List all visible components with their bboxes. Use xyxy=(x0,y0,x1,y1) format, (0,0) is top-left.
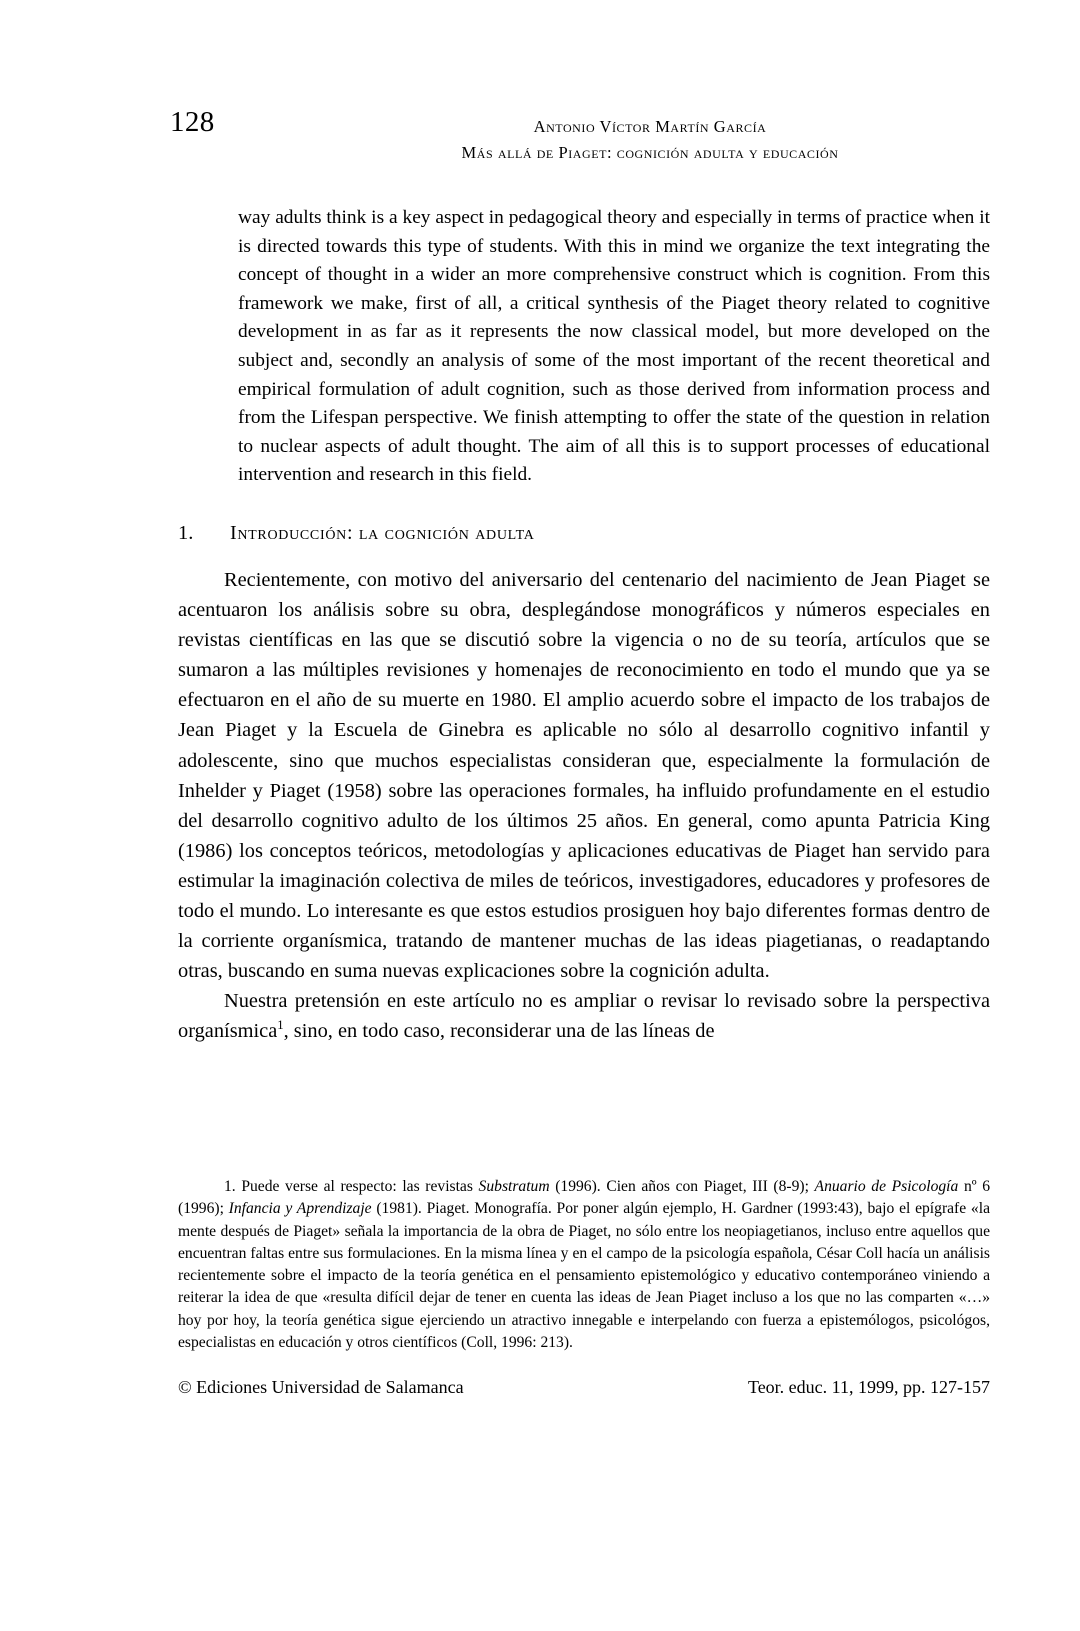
running-head-author: Antonio Víctor Martín García xyxy=(533,117,767,136)
body-paragraph-2-part-1: Nuestra pretensión en este artículo no es ampliar o revisar lo revisado sobre la perspectiva organísmica xyxy=(178,990,990,1043)
footnote-italic-anuario: Anuario de Psicología xyxy=(814,1178,959,1195)
body-paragraph-2 xyxy=(178,986,990,1046)
footnote-block xyxy=(178,1176,990,1354)
footnote-segment-2: (1996). Cien años con Piaget, III (8-9); xyxy=(549,1178,815,1195)
section-heading xyxy=(178,519,990,548)
footnote-italic-infancia: Infancia y Aprendizaje xyxy=(228,1200,372,1218)
footnote-italic-substratum: Substratum xyxy=(478,1178,550,1195)
running-head xyxy=(0,108,1080,170)
page-number: 128 xyxy=(170,106,215,138)
footnote-segment-4: (1981). Piaget. Monografía. Por poner algún ejemplo, H. Gardner (1993:43), bajo el epígrafe «la mente después de Piaget» señala la importancia de la obra de Piaget, no sólo entre los neopiagetianos, incluso entre aquellos que encuentran faltas entre sus formulaciones. En la misma línea y en el campo de la psicología española, César Coll hacía un análisis recientemente sobre el impacto de la teoría genética en el pensamiento epistemológico y educativo contemporáneo viniendo a reiterar la idea de que «resulta difícil dejar de tener en cuenta las ideas de Jean Piaget incluso a los que no las comparten «…» hoy por hoy, la teoría genética sigue ejerciendo un atractivo innegable e interpelando con fuerza a epistemólogos, psicológos, especialistas en educación y otros científicos (Coll, 1996: 213). xyxy=(178,1200,990,1352)
section-title: Introducción: la cognición adulta xyxy=(230,522,535,544)
footnote-segment-1: Puede verse al respecto: las revistas xyxy=(235,1178,479,1195)
publisher-credit: © Ediciones Universidad de Salamanca xyxy=(178,1377,464,1397)
footnote-1 xyxy=(178,1176,990,1354)
body-paragraph-2-part-2: , sino, en todo caso, reconsiderar una de las líneas de xyxy=(283,1020,715,1043)
journal-citation: Teor. educ. 11, 1999, pp. 127-157 xyxy=(747,1377,990,1397)
footnote-reference-marker: 1 xyxy=(277,1018,284,1033)
running-head-title: Más allá de Piaget: cognición adulta y educación xyxy=(461,142,839,162)
page-footer xyxy=(178,1375,990,1400)
footnote-number: 1. xyxy=(224,1178,236,1195)
body-paragraph-1: Recientemente, con motivo del aniversario del centenario del nacimiento de Jean Piaget se acentuaron los análisis sobre su obra, desplegándose monográficos y números especiales en revistas científicas en las que se discutió sobre la vigencia o no de su teoría, artículos que se sumaron a las múltiples revisiones y homenajes de reconocimiento en todo el mundo que ya se efectuaron en el año de su muerte en 1980. El amplio acuerdo sobre el impacto de los trabajos de Jean Piaget y la Escuela de Ginebra es aplicable no sólo al desarrollo cognitivo infantil y adolescente, sino que muchos especialistas consideran que, especialmente la formulación de Inhelder y Piaget (1958) sobre las operaciones formales, ha influido profundamente en el estudio del desarrollo cognitivo adulto de los últimos 25 años. En general, como apunta Patricia King (1986) los conceptos teóricos, metodologías y aplicaciones educativas de Piaget han servido para estimular la imaginación colectiva de miles de teóricos, investigadores, educadores y profesores de todo el mundo. Lo interesante es que estos estudios prosiguen hoy bajo diferentes formas dentro de la corriente organísmica, tratando de mantener muchas de las ideas piagetianas, o readaptando otras, buscando en suma nuevas explicaciones sobre la cognición adulta. xyxy=(178,569,990,983)
footnote-segment-3: nº 6 (1996); xyxy=(178,1178,990,1218)
body-text xyxy=(178,565,990,1047)
abstract-paragraph: way adults think is a key aspect in pedagogical theory and especially in terms of practice when it is directed towards this type of students. With this in mind we organize the text integrating the concept of thought in a wider an more comprehensive construct which is cognition. From this framework we make, first of all, a critical synthesis of the Piaget theory related to cognitive development in as far as it represents the now classical model, but more developed on the subject and, secondly an analysis of some of the most important of the recent theoretical and empirical formulation of adult cognition, such as those derived from information process and from the Lifespan perspective. We finish attempting to offer the state of the question in relation to nuclear aspects of adult thought. The aim of all this is to support processes of educational intervention and research in this field. xyxy=(238,207,990,486)
section-number: 1. xyxy=(178,522,194,544)
running-head-lines xyxy=(300,114,1000,165)
